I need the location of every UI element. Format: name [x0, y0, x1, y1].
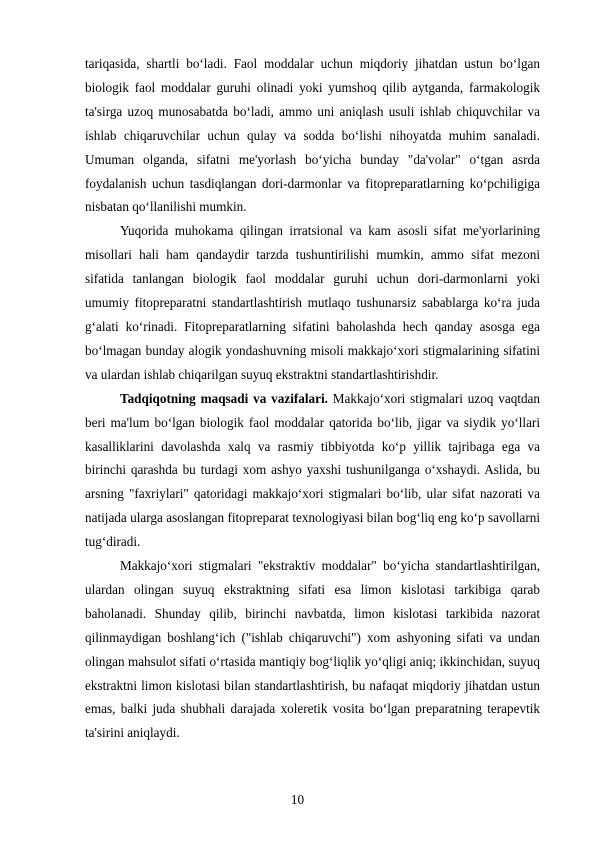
- paragraph-text: Makkajo‘xori stigmalari uzoq vaqtdan beri ma'lum bo‘lgan biologik faol moddalar qatorida bo‘lib, jigar va siydik yo‘llari kasalliklarini davolashda xalq va rasmiy tibbiyotda ko‘p yillik tajribaga ega va birinchi qarashda bu turdagi xom ashyo yaxshi tushunilganga o‘xshaydi. Aslida, bu arsning "faxriylari" qatoridagi makkajo‘xori stigmalari bo‘lib, ular sifat nazorati va natijada ularga asoslangan fitopreparat texnologiyasi bilan bog‘liq eng ko‘p savollarni tug‘diradi.: [85, 390, 540, 550]
- paragraph-standardization: [85, 554, 540, 745]
- paragraph-text: Makkajo‘xori stigmalari "ekstraktiv moddalar" bo‘yicha standartlashtirilgan, ulardan olingan suyuq ekstraktning sifati esa limon kislotasi tarkibiga qarab baholanadi. Shunday qilib, birinchi navbatda, limon kislotasi tarkibida nazorat qilinmaydigan boshlang‘ich ("ishlab chiqaruvchi") xom ashyoning sifati va undan olingan mahsulot sifati o‘rtasida mantiqiy bog‘liqlik yo‘qligi aniq; ikkinchidan, suyuq ekstraktni limon kislotasi bilan standartlashtirish, bu nafaqat miqdoriy jihatdan ustun emas, balki juda shubhali darajada xoleretik vosita bo‘lgan preparatning terapevtik ta'sirini aniqlaydi.: [85, 558, 540, 741]
- document-page: [85, 52, 540, 745]
- paragraph-research-goals: [85, 387, 540, 554]
- paragraph-text: Yuqorida muhokama qilingan irratsional va kam asosli sifat me'yorlarining misollari hali ham qandaydir tarzda tushuntirilishi mumkin, ammo sifat mezoni sifatida tanlangan biologik faol moddalar guruhi uchun dori-darmonlarni yoki umumiy fitopreparatni standartlashtirish mutlaqo tushunarsiz sabablarga ko‘ra juda g‘alati ko‘rinadi. Fitopreparatlarning sifatini baholashda hech qanday asosga ega bo‘lmagan bunday alogik yondashuvning misoli makkajo‘xori stigmalarining sifatini va ulardan ishlab chiqarilgan suyuq ekstraktni standartlashtirishdir.: [85, 223, 540, 382]
- paragraph-irrational-norms: [85, 219, 540, 386]
- page-number: 10: [290, 792, 305, 807]
- paragraph-text: tariqasida, shartli bo‘ladi. Faol moddalar uchun miqdoriy jihatdan ustun bo‘lgan biologik faol moddalar guruhi olinadi yoki yumshoq qilib aytganda, farmakologik ta'sirga uzoq munosabatda bo‘ladi, ammo uni aniqlash usuli ishlab chiquvchilar va ishlab chiqaruvchilar uchun qulay va sodda bo‘lishi nihoyatda muhim sanaladi. Umuman olganda, sifatni me'yorlash bo‘yicha bunday "da'volar" o‘tgan asrda foydalanish uchun tasdiqlangan dori-darmonlar va fitopreparatlarning ko‘pchiligiga nisbatan qo‘llanilishi mumkin.: [85, 56, 540, 215]
- section-heading: Tadqiqotning maqsadi va vazifalari.: [120, 390, 328, 406]
- paragraph-continuation: [85, 52, 540, 219]
